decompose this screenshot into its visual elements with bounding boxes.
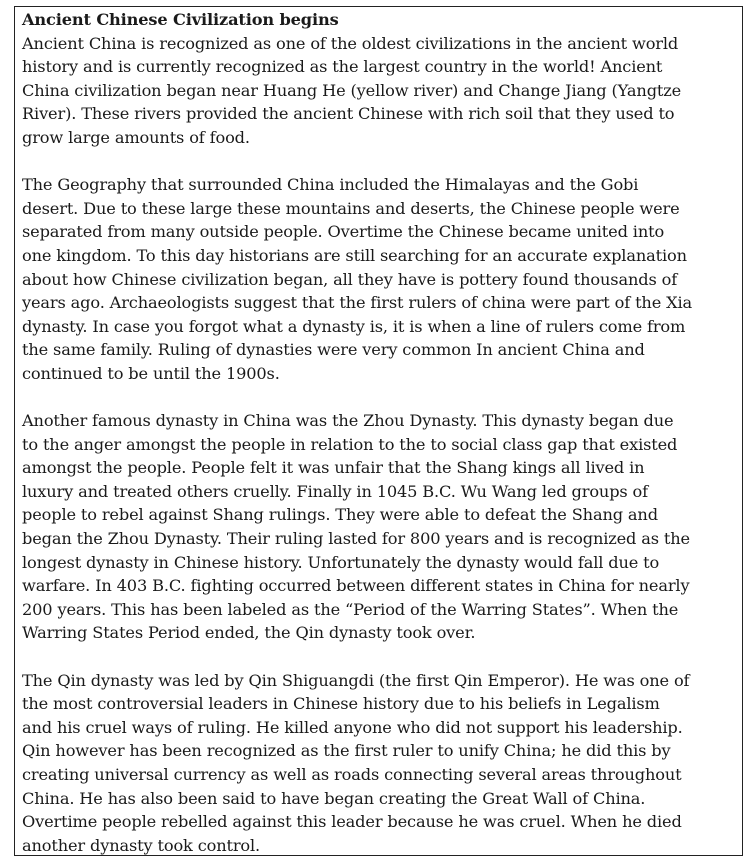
document-title: Ancient Chinese Civilization begins: [22, 10, 339, 29]
paragraph-zhou-dynasty: Another famous dynasty in China was the Zhou Dynasty. This dynasty began due to the anger amongst the people in relation to the to social class gap that existed amongst the people. People felt it was unfair that the Shang kings all lived in luxury and treated others cruelly. Finally in 1045 B.C. Wu Wang led groups of people to rebel against Shang rulings. They were able to defeat the Shang and began the Zhou Dynasty. Their ruling lasted for 800 years and is recognized as the longest dynasty in Chinese history. Unfortunately the dynasty would fall due to warfare. In 403 B.C. fighting occurred between different states in China for nearly 200 years. This has been labeled as the “Period of the Warring States”. When the Warring States Period ended, the Qin dynasty took over.: [22, 411, 690, 643]
paragraph-origins: Ancient China is recognized as one of the oldest civilizations in the ancient world history and is currently recognized as the largest country in the world! Ancient China civilization began near Huang He (yellow river) and Change Jiang (Yangtze River). These rivers provided the ancient Chinese with rich soil that they used to grow large amounts of food.: [22, 33, 682, 147]
paragraph-qin-dynasty: The Qin dynasty was led by Qin Shiguangdi (the first Qin Emperor). He was one of the most controversial leaders in Chinese history due to his beliefs in Legalism and his cruel ways of ruling. He killed anyone who did not support his leadership. Qin however has been recognized as the first ruler to unify China; he did this by creating universal currency as well as roads connecting several areas throughout China. He has also been said to have began creating the Great Wall of China. Overtime people rebelled against this leader because he was cruel. When he died another dynasty took control.: [22, 670, 690, 855]
paragraph-geography: The Geography that surrounded China included the Himalayas and the Gobi desert. Due to these large these mountains and deserts, the Chinese people were separated from many outside people. Overtime the Chinese became united into one kingdom. To this day historians are still searching for an accurate explanation about how Chinese civilization began, all they have is pottery found thousands of years ago. Archaeologists suggest that the first rulers of china were part of the Xia dynasty. In case you forgot what a dynasty is, it is when a line of rulers come from the same family. Ruling of dynasties were very common In ancient China and continued to be until the 1900s.: [22, 175, 693, 383]
document-body: [22, 8, 746, 857]
